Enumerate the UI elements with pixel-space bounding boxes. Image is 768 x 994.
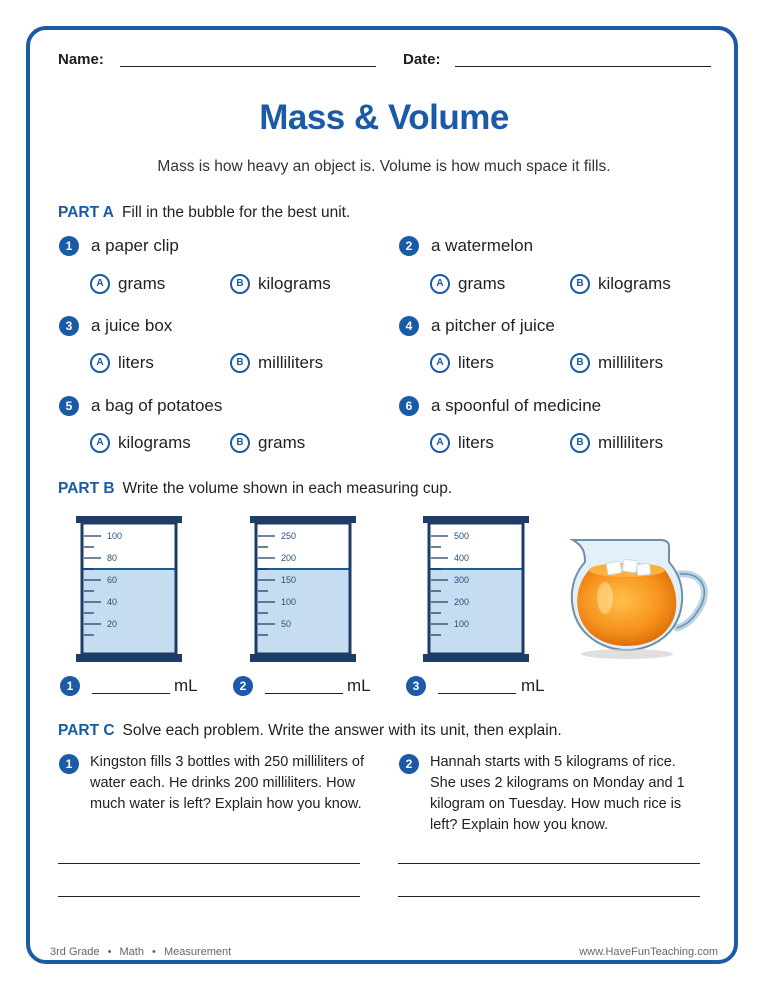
part-a-instruction: Fill in the bubble for the best unit.: [121, 204, 351, 221]
question-number: 5: [59, 396, 79, 416]
answer-line[interactable]: [92, 693, 170, 694]
footer-site[interactable]: www.HaveFunTeaching.com: [579, 946, 718, 958]
part-b-heading: [58, 480, 452, 498]
measuring-cup-1: [74, 514, 184, 664]
cup-number: 1: [60, 676, 80, 696]
bubble-b[interactable]: B: [570, 433, 590, 453]
problem-text: Hannah starts with 5 kilograms of rice. She uses 2 kilograms on Monday and 1 kilogram on Tuesday. How much rice is left? Explain how you know.: [430, 754, 685, 833]
question-text: a paper clip: [91, 236, 179, 255]
option-b-label: kilograms: [598, 274, 671, 293]
bubble-a[interactable]: A: [90, 353, 110, 373]
tick-label: 500: [454, 531, 470, 541]
bullet-separator: •: [107, 946, 112, 958]
part-c-heading: [58, 722, 562, 740]
juice-pitcher-illustration: [565, 532, 715, 662]
unit-label: mL: [347, 676, 371, 695]
part-a-label: PART A: [58, 204, 114, 221]
part-a-heading: [58, 204, 350, 222]
bubble-a[interactable]: A: [90, 274, 110, 294]
cup-number: 3: [406, 676, 426, 696]
question-number: 3: [59, 316, 79, 336]
problem-number: 1: [59, 754, 79, 774]
part-b-instruction: Write the volume shown in each measuring cup.: [122, 480, 453, 497]
tick-label: 40: [107, 597, 118, 607]
water-fill: [431, 569, 522, 653]
problem-number: 2: [399, 754, 419, 774]
bubble-b[interactable]: B: [570, 353, 590, 373]
part-c-instruction: Solve each problem. Write the answer with its unit, then explain.: [122, 722, 562, 739]
answer-line[interactable]: [58, 863, 360, 864]
question-text: a pitcher of juice: [431, 316, 555, 335]
option-a-label: kilograms: [118, 433, 191, 452]
option-b-label: kilograms: [258, 274, 331, 293]
option-a-label: liters: [458, 433, 494, 452]
unit-label: mL: [174, 676, 198, 695]
question-text: a bag of potatoes: [91, 396, 223, 415]
tick-label: 20: [107, 619, 118, 629]
answer-line[interactable]: [58, 896, 360, 897]
option-a-label: grams: [118, 274, 166, 293]
tick-label: 250: [281, 531, 297, 541]
option-a-label: liters: [458, 353, 494, 372]
answer-line[interactable]: [398, 896, 700, 897]
name-label: Name:: [58, 51, 104, 68]
tick-label: 100: [107, 531, 123, 541]
question-number: 6: [399, 396, 419, 416]
answer-line[interactable]: [438, 693, 516, 694]
part-c-label: PART C: [58, 722, 115, 739]
option-a-label: liters: [118, 353, 154, 372]
question-number: 2: [399, 236, 419, 256]
tick-label: 200: [281, 553, 297, 563]
question-text: a spoonful of medicine: [431, 396, 602, 415]
bullet-separator: •: [152, 946, 156, 958]
bubble-b[interactable]: B: [230, 353, 250, 373]
footer-grade: 3rd Grade: [50, 946, 100, 958]
option-b-label: grams: [258, 433, 306, 452]
answer-line[interactable]: [265, 693, 343, 694]
tick-label: 400: [454, 553, 470, 563]
water-fill: [258, 569, 349, 653]
question-text: a juice box: [91, 316, 173, 335]
tick-label: 100: [454, 619, 470, 629]
problem-text: Kingston fills 3 bottles with 250 milliliters of water each. He drinks 200 milliliters. How much water is left? Explain how you know.: [90, 754, 365, 812]
option-b-label: milliliters: [598, 353, 664, 372]
question-number: 1: [59, 236, 79, 256]
question-text: a watermelon: [431, 236, 534, 255]
tick-label: 80: [107, 553, 118, 563]
unit-label: mL: [521, 676, 545, 695]
measuring-cup-3: [421, 514, 531, 664]
option-b-label: milliliters: [258, 353, 324, 372]
measuring-cup-2: [248, 514, 358, 664]
footer-meta: [50, 946, 231, 958]
cup-number: 2: [233, 676, 253, 696]
answer-line[interactable]: [398, 863, 700, 864]
tick-label: 200: [454, 597, 470, 607]
tick-label: 50: [281, 619, 292, 629]
bubble-a[interactable]: A: [90, 433, 110, 453]
tick-label: 60: [107, 575, 118, 585]
option-b-label: milliliters: [598, 433, 664, 452]
footer-subject: Math: [119, 946, 144, 958]
bubble-a[interactable]: A: [430, 353, 450, 373]
bubble-b[interactable]: B: [570, 274, 590, 294]
bubble-a[interactable]: A: [430, 433, 450, 453]
date-field[interactable]: [455, 66, 711, 67]
question-number: 4: [399, 316, 419, 336]
bubble-b[interactable]: B: [230, 274, 250, 294]
name-field[interactable]: [120, 66, 376, 67]
footer-topic: Measurement: [163, 946, 232, 958]
tick-label: 150: [281, 575, 297, 585]
part-b-label: PART B: [58, 480, 115, 497]
tick-label: 100: [281, 597, 297, 607]
date-label: Date:: [403, 51, 441, 68]
bubble-a[interactable]: A: [430, 274, 450, 294]
water-fill: [84, 569, 175, 653]
bubble-b[interactable]: B: [230, 433, 250, 453]
option-a-label: grams: [458, 274, 506, 293]
tick-label: 300: [454, 575, 470, 585]
page-subtitle: Mass is how heavy an object is. Volume is how much space it fills.: [157, 158, 611, 175]
page-title: Mass & Volume: [259, 98, 509, 137]
